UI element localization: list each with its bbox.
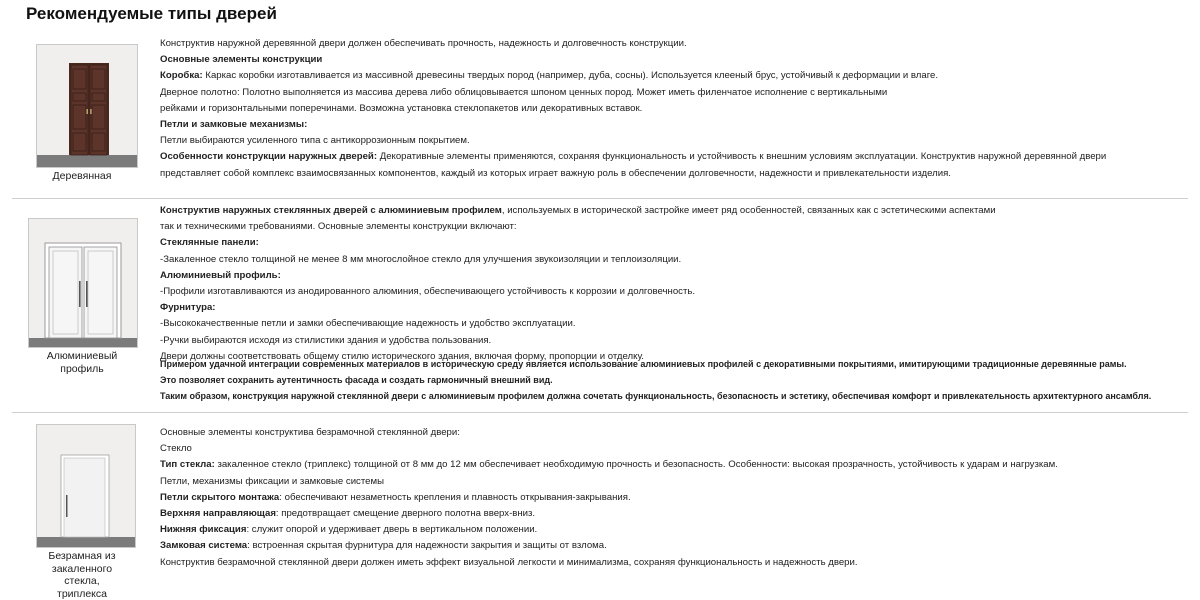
- text-line: [160, 506, 1058, 522]
- text-span: -Профили изготавливаются из анодированного алюминия, обеспечивающего устойчивость к коррозии и долговечность.: [160, 285, 696, 297]
- bold-text: Петли скрытого монтажа: [160, 491, 280, 503]
- aluminum-door-image: [28, 218, 138, 348]
- section-1-text: [160, 36, 1106, 182]
- section-3-text: [160, 425, 1058, 571]
- text-line: [160, 300, 996, 316]
- text-span: рейками и горизонтальными поперечинами. Возможна установка стеклопакетов или декоративных вставок.: [160, 102, 643, 114]
- text-line: [160, 333, 996, 349]
- note-line: Таким образом, конструкция наружной стеклянной двери с алюминиевым профилем должна сочетать функциональность, безопасность и эстетику, обеспечивая комфорт и привлекательность архитектурного ансамбля.: [160, 391, 1152, 402]
- text-span: Дверное полотно: Полотно выполняется из массива дерева либо облицовывается шпоном ценных пород. Может иметь филенчатое исполнение с вертикальными: [160, 86, 888, 98]
- bold-text: Петли и замковые механизмы:: [160, 118, 308, 130]
- bold-text: Стеклянные панели:: [160, 237, 259, 249]
- text-line: [160, 133, 1106, 149]
- text-span: -Ручки выбираются исходя из стилистики здания и удобства пользования.: [160, 334, 492, 346]
- wooden-door-image: [36, 44, 138, 168]
- text-line: [160, 441, 1058, 457]
- text-line: [160, 284, 996, 300]
- text-line: [160, 203, 996, 219]
- section-3-caption: Безрамная из закаленного стекла, триплекса: [48, 550, 116, 600]
- text-span: закаленное стекло (триплекс) толщиной от 8 мм до 12 мм обеспечивает необходимую прочность и безопасность. Особенности: высокая прозрачность, устойчивость к ударам и нагрузкам.: [214, 459, 1058, 471]
- bold-text: Особенности конструкции наружных дверей:: [160, 151, 378, 163]
- text-line: [160, 52, 1106, 68]
- text-span: , используемых в исторической застройке имеет ряд особенностей, связанных как с эстетическими аспектами: [501, 205, 996, 216]
- text-line: [160, 522, 1058, 538]
- text-span: : предотвращает смещение дверного полотна вверх-вниз.: [275, 507, 536, 519]
- text-line: [160, 555, 1058, 571]
- text-line: [160, 101, 1106, 117]
- text-line: [160, 166, 1106, 182]
- section-2-caption: Алюминиевый профиль: [46, 350, 118, 375]
- section-2-note: [160, 356, 1151, 405]
- text-span: Петли выбираются усиленного типа с антикоррозионным покрытием.: [160, 135, 470, 147]
- bold-text: Фурнитура:: [160, 302, 216, 314]
- text-span: Петли, механизмы фиксации и замковые системы: [160, 475, 384, 487]
- text-span: Декоративные элементы применяются, сохраняя функциональность и устойчивость к внешним условиям эксплуатации. Конструктив наружной деревянной двери: [377, 151, 1107, 163]
- page-title: Рекомендуемые типы дверей: [26, 4, 277, 23]
- bold-text: Алюминиевый профиль:: [160, 269, 281, 281]
- text-line: [160, 457, 1058, 473]
- section-2-text: [160, 203, 996, 365]
- text-line: [160, 474, 1058, 490]
- text-span: -Высококачественные петли и замки обеспечивающие надежность и удобство эксплуатации.: [160, 318, 576, 330]
- text-line: [160, 68, 1106, 84]
- text-line: [160, 219, 996, 235]
- bold-text: Верхняя направляющая: [160, 507, 276, 519]
- text-span: : встроенная скрытая фурнитура для надежности закрытия и защиты от взлома.: [247, 540, 607, 552]
- text-line: [160, 538, 1058, 554]
- bold-text: Коробка:: [160, 70, 203, 82]
- text-line: [160, 117, 1106, 133]
- text-span: Стекло: [160, 443, 192, 455]
- text-line: [160, 425, 1058, 441]
- text-line: [160, 235, 996, 251]
- section-divider: [12, 412, 1188, 413]
- bold-text: Тип стекла:: [160, 459, 215, 471]
- text-span: Двери должны соответствовать общему стилю исторического здания, включая форму, пропорции и отделку.: [160, 350, 644, 362]
- note-line: Примером удачной интеграции современных материалов в историческую среду является использование алюминиевых профилей с декоративными покрытиями, имитирующими традиционные деревянные рамы.: [160, 359, 1127, 369]
- text-line: [160, 252, 996, 268]
- text-span: Конструктив безрамочной стеклянной двери должен иметь эффект визуальной легкости и минимализма, сохраняя функциональность и надежность двери.: [160, 556, 858, 568]
- wooden-double-door-icon: [37, 45, 137, 167]
- bold-text: Конструктив наружных стеклянных дверей с алюминиевым профилем: [160, 205, 502, 216]
- section-divider: [12, 198, 1188, 199]
- text-line: [160, 490, 1058, 506]
- text-line: [160, 316, 996, 332]
- bold-text: Замковая система: [160, 540, 248, 552]
- text-span: Основные элементы конструктива безрамочной стеклянной двери:: [160, 427, 460, 438]
- text-line: [160, 36, 1106, 52]
- text-line: [160, 268, 996, 284]
- section-1-caption: Деревянная: [52, 170, 112, 182]
- text-span: так и техническими требованиями. Основные элементы конструкции включают:: [160, 221, 517, 233]
- bold-text: Основные элементы конструкции: [160, 54, 323, 66]
- bold-text: Нижняя фиксация: [160, 524, 247, 536]
- text-span: представляет собой комплекс взаимосвязанных компонентов, каждый из которых играет важную роль в обеспечении долговечности, надежности и привлекательности изделия.: [160, 167, 951, 179]
- text-span: -Закаленное стекло толщиной не менее 8 мм многослойное стекло для улучшения звукоизоляции и теплоизоляции.: [160, 253, 682, 265]
- text-line: [160, 149, 1106, 165]
- text-span: : обеспечивают незаметность крепления и плавность открывания-закрывания.: [279, 491, 631, 503]
- note-line: Это позволяет сохранить аутентичность фасада и создать гармоничный внешний вид.: [160, 375, 553, 386]
- text-line: [160, 85, 1106, 101]
- text-span: Каркас коробки изготавливается из массивной древесины твердых пород (например, дуба, сосны). Используется клееный брус, устойчивый к деформации и влаге.: [202, 70, 939, 82]
- aluminum-glass-double-door-icon: [29, 219, 137, 347]
- frameless-door-image: [36, 424, 136, 548]
- text-span: : служит опорой и удерживает дверь в вертикальном положении.: [246, 524, 538, 536]
- text-span: Конструктив наружной деревянной двери должен обеспечивать прочность, надежность и долговечность конструкции.: [160, 38, 687, 49]
- frameless-glass-door-icon: [37, 425, 135, 547]
